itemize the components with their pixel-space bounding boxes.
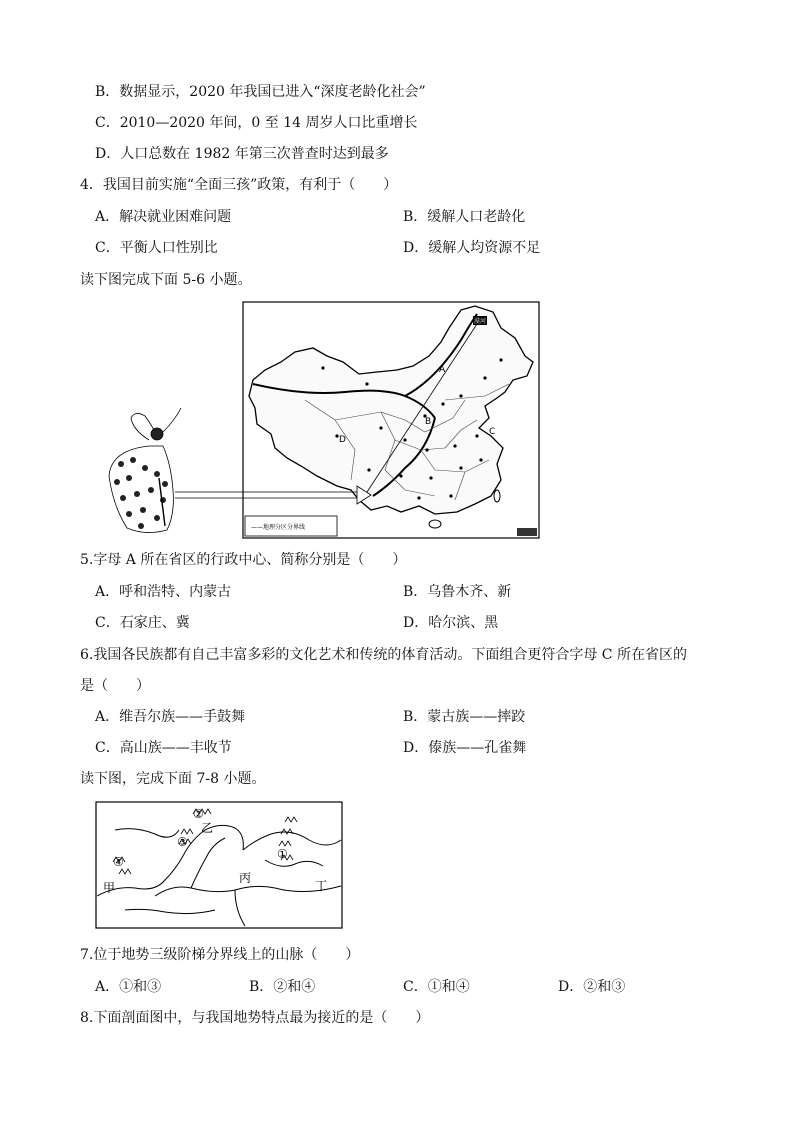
- q4-option-c: C．平衡人口性别比: [95, 240, 218, 256]
- q6-option-d: D．傣族——孔雀舞: [403, 740, 527, 756]
- q4-option-b: B．缓解人口老龄化: [403, 209, 526, 225]
- q6-stem-line2: 是（ ）: [80, 678, 150, 694]
- map-letter-d: D: [339, 435, 346, 445]
- terrain-map-figure: [95, 800, 345, 930]
- q6-option-a: A．维吾尔族——手鼓舞: [95, 709, 246, 725]
- q5-option-d: D．哈尔滨、黑: [403, 615, 499, 631]
- q7-option-c: C．①和④: [403, 979, 470, 995]
- q5-stem: 5.字母 A 所在省区的行政中心、简称分别是（ ）: [80, 552, 407, 568]
- label-3: ③: [177, 835, 188, 849]
- q5-option-c: C．石家庄、冀: [95, 615, 190, 631]
- scale-box: [517, 528, 537, 536]
- q3-option-d: D．人口总数在 1982 年第三次普查时达到最多: [95, 146, 389, 162]
- intro-5-6: 读下图完成下面 5-6 小题。: [80, 272, 252, 288]
- q7-option-a: A．①和③: [95, 979, 162, 995]
- taiwan-island: [494, 490, 500, 502]
- intro-7-8: 读下图，完成下面 7-8 小题。: [80, 771, 266, 787]
- legend-text: ——地理分区分界线: [251, 524, 306, 531]
- q5-option-a: A．呼和浩特、内蒙古: [95, 584, 232, 600]
- map-letter-a: A: [439, 365, 446, 375]
- map-letter-b: B: [425, 417, 432, 427]
- q4-option-d: D．缓解人均资源不足: [403, 240, 541, 256]
- q6-option-c: C．高山族——丰收节: [95, 740, 232, 756]
- label-bing: 丙: [239, 871, 252, 885]
- label-2: ②: [193, 807, 204, 821]
- q4-option-a: A．解决就业困难问题: [95, 209, 232, 225]
- q6-stem-line1: 6.我国各民族都有自己丰富多彩的文化艺术和传统的体育活动。下面组合更符合字母 C 所在省区的: [80, 647, 687, 663]
- dancer-illustration: [109, 408, 181, 533]
- q3-option-c: C．2010—2020 年间，0 至 14 周岁人口比重增长: [95, 115, 418, 131]
- q6-option-b: B．蒙古族——摔跤: [403, 709, 526, 725]
- label-1: ①: [277, 847, 288, 861]
- q8-stem: 8.下面剖面图中，与我国地势特点最为接近的是（ ）: [80, 1010, 430, 1026]
- q3-option-b: B．数据显示，2020 年我国已进入“深度老龄化社会”: [95, 84, 426, 100]
- place-label: 漠河: [473, 318, 487, 325]
- map-letter-c: C: [489, 427, 496, 437]
- label-jia: 甲: [103, 881, 116, 895]
- terrain-map-svg: [95, 800, 345, 930]
- label-ding: 丁: [315, 879, 328, 893]
- label-4: ④: [113, 855, 124, 869]
- q5-option-b: B．乌鲁木齐、新: [403, 584, 512, 600]
- china-map-figure: [105, 300, 545, 540]
- q4-stem: 4．我国目前实施“全面三孩”政策，有利于（ ）: [80, 177, 398, 193]
- label-yi: 乙: [201, 821, 214, 835]
- q7-option-b: B．②和④: [249, 979, 316, 995]
- q7-option-d: D．②和③: [558, 979, 626, 995]
- q7-stem: 7.位于地势三级阶梯分界线上的山脉（ ）: [80, 947, 360, 963]
- hainan-island: [429, 520, 441, 528]
- china-map-svg: [105, 300, 545, 540]
